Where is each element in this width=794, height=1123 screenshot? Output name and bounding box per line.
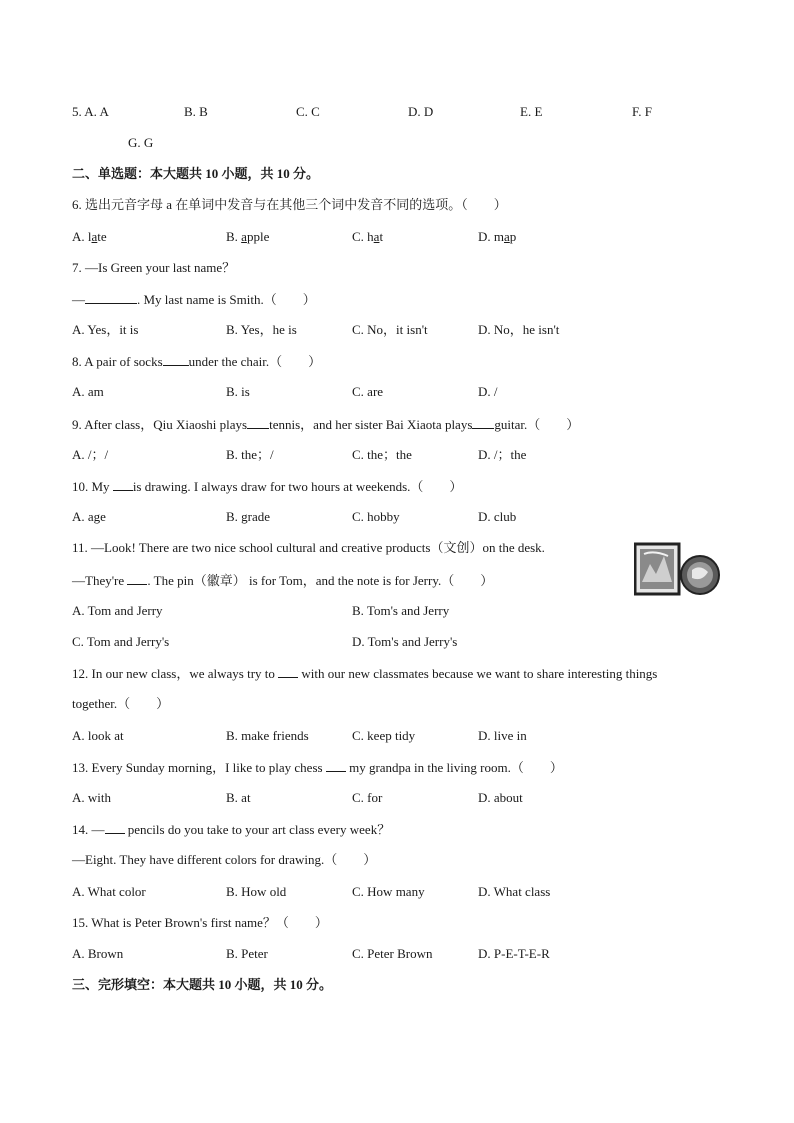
q10-stem: 10. My is drawing. I always draw for two hours at weekends.（ ） xyxy=(72,479,463,494)
q13-option-b: B. at xyxy=(226,790,251,805)
q14-option-d: D. What class xyxy=(478,884,551,899)
q8-option-a: A. am xyxy=(72,384,104,399)
q5-option-b: B. B xyxy=(184,104,208,119)
q8-option-b: B. is xyxy=(226,384,250,399)
q13-option-a: A. with xyxy=(72,790,111,805)
q7-stem: 7. —Is Green your last name？ xyxy=(72,260,236,275)
q9-option-c: C. the；the xyxy=(352,447,412,462)
q9-blank-1 xyxy=(247,416,269,429)
q13-blank xyxy=(326,759,346,772)
q11-option-d: D. Tom's and Jerry's xyxy=(352,634,458,649)
q11-blank xyxy=(127,572,147,585)
q10-option-a: A. age xyxy=(72,509,106,524)
q14-stem: 14. — pencils do you take to your art class every week？ xyxy=(72,822,391,837)
q13-option-d: D. about xyxy=(478,790,523,805)
q12-option-a: A. look at xyxy=(72,728,124,743)
q9-blank-2 xyxy=(472,416,494,429)
q10-option-b: B. grade xyxy=(226,509,271,524)
q7-blank xyxy=(85,291,137,304)
q12-line2: together.（ ） xyxy=(72,696,170,711)
q7-option-c: C. No，it isn't xyxy=(352,322,428,337)
q14-option-a: A. What color xyxy=(72,884,146,899)
q11-stem: 11. —Look! There are two nice school cultural and creative products（文创）on the desk. xyxy=(72,540,545,555)
q14-line2: —Eight. They have different colors for drawing.（ ） xyxy=(72,852,377,867)
q14-blank xyxy=(105,821,125,834)
q8-stem: 8. A pair of socks under the chair.（ ） xyxy=(72,354,322,369)
q5-option-g: G. G xyxy=(128,135,154,150)
q5-option-e: E. E xyxy=(520,104,543,119)
q15-stem: 15. What is Peter Brown's first name？（ ） xyxy=(72,915,328,930)
q12-option-c: C. keep tidy xyxy=(352,728,416,743)
q9-option-b: B. the；/ xyxy=(226,447,274,462)
pin-and-note-image xyxy=(634,542,722,598)
q15-option-a: A. Brown xyxy=(72,946,124,961)
q7-option-d: D. No，he isn't xyxy=(478,322,560,337)
section-3-heading: 三、完形填空：本大题共 10 小题，共 10 分。 xyxy=(72,977,333,992)
q14-option-c: C. How many xyxy=(352,884,425,899)
q11-option-c: C. Tom and Jerry's xyxy=(72,634,170,649)
q7-option-b: B. Yes，he is xyxy=(226,322,297,337)
q5-option-d: D. D xyxy=(408,104,434,119)
q15-option-d: D. P-E-T-E-R xyxy=(478,946,550,961)
q5-option-f: F. F xyxy=(632,104,652,119)
q12-blank xyxy=(278,665,298,678)
q8-option-c: C. are xyxy=(352,384,384,399)
q6-option-a: A. late xyxy=(72,229,107,244)
q10-blank xyxy=(113,478,133,491)
q15-option-b: B. Peter xyxy=(226,946,268,961)
q9-stem: 9. After class，Qiu Xiaoshi plays tennis，and her sister Bai Xiaota plays guitar.（ ） xyxy=(72,417,580,432)
q5-option-c: C. C xyxy=(296,104,320,119)
q6-option-c: C. hat xyxy=(352,229,384,244)
q7-option-a: A. Yes，it is xyxy=(72,322,139,337)
q12-option-d: D. live in xyxy=(478,728,527,743)
q6-stem: 6. 选出元音字母 a 在单词中发音与在其他三个词中发音不同的选项。（ ） xyxy=(72,197,507,212)
section-2-heading: 二、单选题：本大题共 10 小题，共 10 分。 xyxy=(72,166,320,181)
q9-option-a: A. /；/ xyxy=(72,447,109,462)
q11-option-b: B. Tom's and Jerry xyxy=(352,603,450,618)
q13-stem: 13. Every Sunday morning，I like to play chess my grandpa in the living room.（ ） xyxy=(72,760,563,775)
q15-option-c: C. Peter Brown xyxy=(352,946,433,961)
q12-stem: 12. In our new class，we always try to with our new classmates because we want to share interesting things xyxy=(72,666,658,681)
q5-option-a: 5. A. A xyxy=(72,104,109,119)
q10-option-d: D. club xyxy=(478,509,517,524)
q11-line2: —They're . The pin（徽章） is for Tom，and the note is for Jerry.（ ） xyxy=(72,573,494,588)
q11-option-a: A. Tom and Jerry xyxy=(72,603,163,618)
q13-option-c: C. for xyxy=(352,790,383,805)
q14-option-b: B. How old xyxy=(226,884,287,899)
q6-option-d: D. map xyxy=(478,229,517,244)
q10-option-c: C. hobby xyxy=(352,509,400,524)
q7-line2: — . My last name is Smith.（ ） xyxy=(72,292,316,307)
q9-option-d: D. /；the xyxy=(478,447,527,462)
q8-option-d: D. / xyxy=(478,384,498,399)
q6-option-b: B. apple xyxy=(226,229,270,244)
q8-blank xyxy=(163,353,189,366)
q12-option-b: B. make friends xyxy=(226,728,309,743)
